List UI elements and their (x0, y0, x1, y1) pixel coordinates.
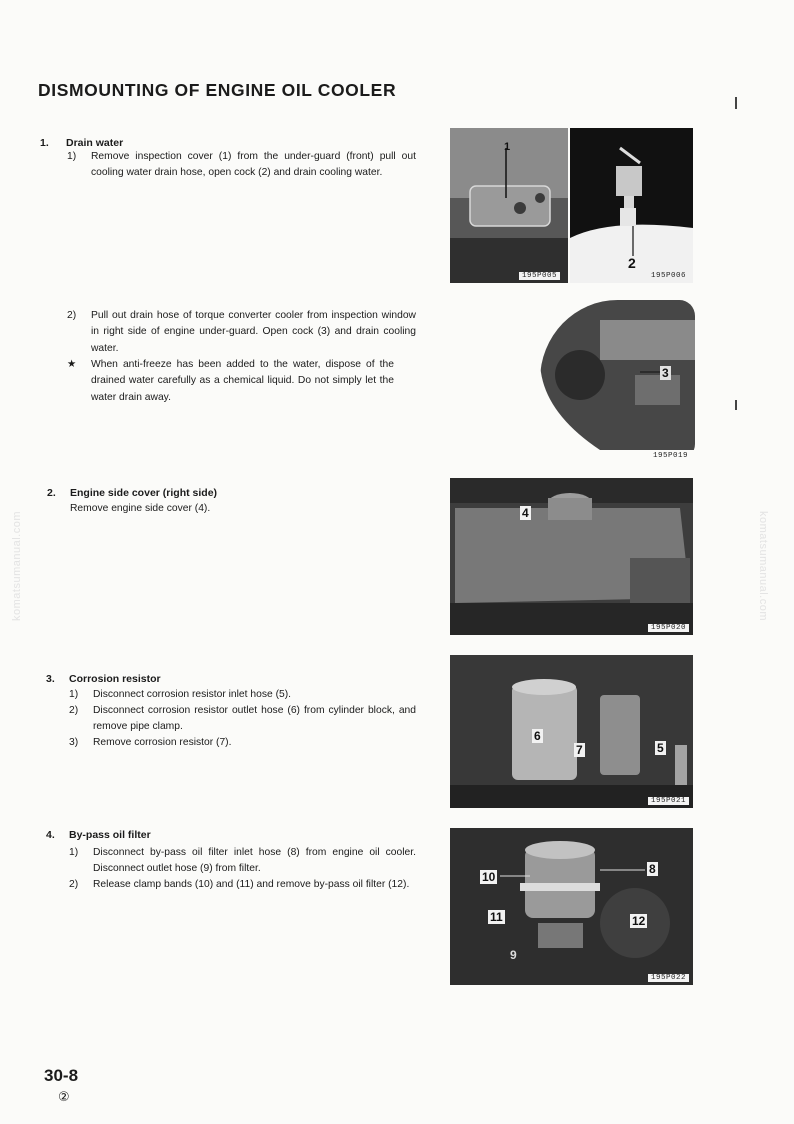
section-3-heading: Corrosion resistor (69, 673, 161, 685)
margin-mark (735, 97, 737, 109)
photo-195P021 (450, 655, 693, 808)
callout-label: 6 (534, 729, 541, 743)
photo-illustration (450, 655, 693, 808)
section-3-step-1 (69, 687, 416, 703)
callout-label: 5 (657, 741, 664, 755)
section-4-step-1 (69, 845, 416, 878)
photo-caption: 195P006 (648, 272, 689, 280)
step-text: Release clamp bands (10) and (11) and remove by-pass oil filter (12). (93, 879, 410, 890)
section-1-step-2 (67, 308, 416, 357)
photo-195P005 (450, 128, 568, 283)
step-text: Disconnect by-pass oil filter inlet hose (8) from engine oil cooler. Disconnect outlet hose (9) from filter. (93, 847, 416, 875)
section-1-heading: Drain water (66, 137, 124, 149)
callout-label: 10 (482, 870, 496, 884)
page-number: 30-8 (44, 1066, 79, 1085)
page-title: DISMOUNTING OF ENGINE OIL COOLER (38, 80, 397, 100)
section-1-note (67, 357, 394, 406)
section-4-step-2 (69, 877, 416, 893)
callout-label: 7 (576, 743, 583, 757)
note-text: When anti-freeze has been added to the water, dispose of the drained water carefully as a chemical liquid. Do not simply let the water drain away. (91, 359, 394, 403)
callout-label: 8 (649, 862, 656, 876)
callout-label: 11 (490, 910, 503, 924)
section-2-heading: Engine side cover (right side) (70, 487, 218, 499)
revision-mark: ② (58, 1089, 70, 1104)
watermark-left: komatsumanual.com (11, 511, 23, 621)
step-marker: 1) (67, 151, 77, 162)
photo-195P022 (450, 828, 693, 985)
section-2-number: 2. (47, 487, 56, 499)
photo-caption: 195P020 (648, 624, 689, 632)
photo-195P006 (570, 128, 693, 283)
section-3-number: 3. (46, 673, 55, 685)
photo-195P020 (450, 478, 693, 635)
callout-label: 12 (632, 914, 646, 928)
section-4-number: 4. (46, 829, 55, 841)
step-marker: 2) (67, 310, 77, 321)
step-marker: 1) (69, 847, 79, 858)
section-3-step-3 (69, 735, 416, 751)
step-text: Disconnect corrosion resistor outlet hose (6) from cylinder block, and remove pipe clamp. (93, 705, 416, 733)
step-marker: 3) (69, 737, 79, 748)
photo-illustration (540, 300, 695, 460)
section-3-step-2 (69, 703, 416, 736)
photo-illustration (450, 828, 693, 985)
callout-label: 9 (510, 948, 517, 962)
photo-caption: 195P005 (519, 272, 560, 280)
step-marker: 2) (69, 705, 79, 716)
photo-illustration (450, 478, 693, 635)
photo-caption: 195P021 (648, 797, 689, 805)
callout-label: 4 (522, 506, 529, 520)
photo-caption: 195P019 (650, 452, 691, 460)
step-marker: 2) (69, 879, 79, 890)
photo-195P019 (540, 300, 695, 460)
callout-label: 1 (504, 141, 511, 153)
note-star-icon: ★ (67, 359, 77, 370)
step-text: Remove corrosion resistor (7). (93, 737, 232, 748)
callout-label: 2 (628, 255, 636, 271)
section-1-step-1 (67, 149, 416, 182)
margin-mark (735, 400, 737, 410)
photo-caption: 195P022 (648, 974, 689, 982)
section-2-text: Remove engine side cover (4). (70, 503, 211, 514)
step-marker: 1) (69, 689, 79, 700)
watermark-right: komatsumanual.com (757, 511, 769, 621)
step-text: Disconnect corrosion resistor inlet hose (5). (93, 689, 292, 700)
step-text: Remove inspection cover (1) from the under-guard (front) pull out cooling water drain hose, open cock (2) and drain cooling water. (91, 151, 416, 179)
section-1-number: 1. (40, 137, 49, 149)
callout-label: 3 (662, 366, 669, 380)
step-text: Pull out drain hose of torque converter cooler from inspection window in right side of engine under-guard. Open cock (3) and drain cooling water. (91, 310, 416, 354)
section-4-heading: By-pass oil filter (69, 829, 151, 841)
